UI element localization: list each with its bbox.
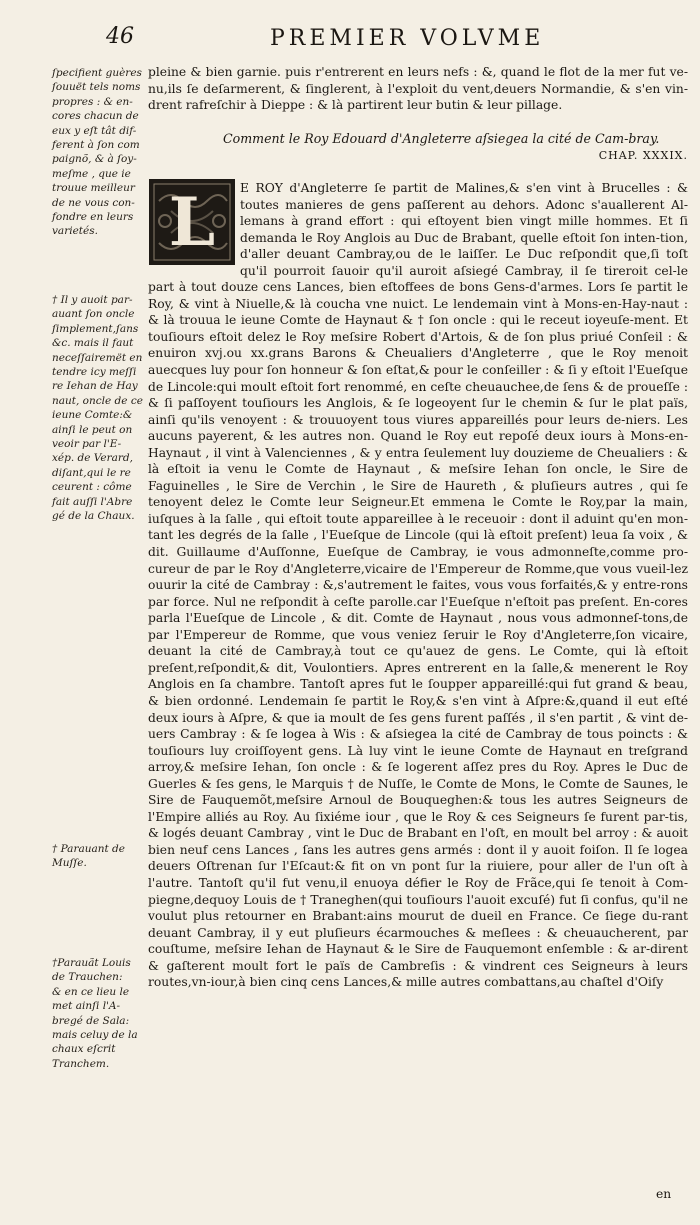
catchword: en bbox=[656, 1187, 672, 1201]
margin-note: † Parauant de Muſſe. bbox=[52, 843, 125, 870]
chapter-number: CHAP. XXXIX. bbox=[598, 149, 688, 162]
running-title: PREMIER VOLVME bbox=[270, 26, 545, 51]
chapter-heading bbox=[223, 130, 688, 162]
drop-cap-letter: L bbox=[168, 183, 216, 261]
margin-note: †Parauãt Louis de Trauchen: & en ce lieu le met ainſi l'A- bregé de Sala: mais celuy de la chaux eſcrit Tranchem. bbox=[52, 957, 138, 1070]
opening-paragraph: pleine & bien garnie. puis r'entrerent en leurs nefs : &, quand le flot de la mer fut ve-nu,ils ſe deſarmerent, & ſinglerent, à l'exploit du vent,deuers Normandie, & s'en vin-drent rafreſchir à Dieppe : & là partirent leur butin & leur pillage. bbox=[148, 65, 688, 112]
body-text: E ROY d'Angleterre ſe partit de Malines,& s'en vint à Brucelles : & toutes manieres de gens paſſerent au dehors. Adonc s'auallerent Al-lemans à grand effort : qui eſtoyent bien vingt mille hommes. Et ſi demanda le Roy Anglois au Duc de Brabant, quelle eſtoit ſon inten-tion, d'aller deuant Cambray,ou de le laiſſer. Le Duc reſpondit que,ſi toſt qu'il pourroit ſauoir qu'il auroit aſsiegé Cambray, il ſe tireroit cel-le part à tout douze cens Lances, bien eſtoffees de bons Gens-d'armes. Lors ſe partit le Roy, & vint à Niuelle,& là coucha vne nuict. Le lendemain vint à Mons-en-Hay-naut : & là trouua le ieune Comte de Haynaut & † ſon oncle : qui le receut ioyeuſe-ment. Et touſiours eſtoit delez le Roy meſsire Robert d'Artois, & de ſon plus priué Conſeil : & enuiron xvj.ou xx.grans Barons & Cheualiers d'Angleterre , que le Roy menoit auecques luy pour ſon honneur & ſon eſtat,& pour le conſeiller : & ſi y eſtoit l'Eueſque de Lincole:qui moult eſtoit fort renommé, en ceſte cheuauchee,de ſens & de proueſſe : & ſi paſſoyent touſiours les Anglois, & ſe logeoyent ſur le chemin & ſur le plat païs, ainſi qu'ils venoyent : & trouuoyent tous viures appareillés pour leurs de-niers. Les aucuns payerent, & les autres non. Quand le Roy eut repoſé deux iours à Mons-en-Haynaut , il vint à Valenciennes , & y entra ſeulement luy douzieme de Cheualiers : & là eſtoit ia venu le Comte de Haynaut , & meſsire Iehan ſon oncle, le Sire de Faguinelles , le Sire de Verchin , le Sire de Haureth , & pluſieurs autres , qui ſe tenoyent delez le Comte leur Seigneur.Et emmena le Comte le Roy,par la main, iuſques à la ſalle , qui eſtoit toute appareillee à le receuoir : dont il aduint qu'en mon-tant les degrés de la ſalle , l'Eueſque de Lincole (qui là eſtoit preſent) leua ſa voix , & dit. Guillaume d'Auſſonne, Eueſque de Cambray, ie vous admonneſte,comme pro-cureur de par le Roy d'Angleterre,vicaire de l'Empereur de Romme,que vous vueil-lez ouurir la cité de Cambray : &,s'autrement le faites, vous vous forfaités,& y entre-rons par force. Nul ne reſpondit à ceſte parolle.car l'Eueſque n'eſtoit pas preſent. En-cores parla l'Eueſque de Lincole , & dit. Comte de Haynaut , nous vous admonneſ-tons,de par l'Empereur de Romme, que vous veniez ſeruir le Roy d'Angleterre,ſon vicaire, deuant la cité de Cambray,à tout ce qu'auez de gens. Le Comte, qui là eſtoit preſent,reſpondit,& dit, Voulontiers. Apres entrerent en la ſalle,& menerent le Roy Anglois en ſa chambre. Tantoſt apres fut le ſoupper appareillé:qui fut grand & beau, & bien ordonné. Lendemain ſe partit le Roy,& s'en vint à Aſpre:&,quand il eut eſté deux iours à Aſpre, & que ia moult de ſes gens furent paſſés , il s'en partit , & vint de-uers Cambray : & ſe logea à Wis : & aſsiegea la cité de Cambray de tous poincts : & touſiours luy croiſſoyent gens. Là luy vint le ieune Comte de Haynaut en treſgrand arroy,& meſsire Iehan, ſon oncle : & ſe logerent aſſez pres du Roy. Apres le Duc de Guerles & ſes gens, le Marquis † de Nuſſe, le Comte de Mons, le Comte de Saunes, le Sire de Fauquemõt,meſsire Arnoul de Bouqueghen:& tous les autres Seigneurs de l'Empire alliés au Roy. Au ſixiéme iour , que le Roy & ces Seigneurs ſe furent par-tis, & logés deuant Cambray , vint le Duc de Brabant en l'oſt, en moult bel arroy : & auoit bien neuf cens Lances , ſans les autres gens armés : dont il y auoit foiſon. Il ſe logea deuers Oſtrenan ſur l'Eſcaut:& fit on vn pont ſur la riuiere, pour aller de l'un oſt à l'autre. Tantoſt qu'il fut venu,il enuoya défier le Roy de Frãce,qui ſe tenoit à Com-piegne,dequoy Louis de † Traneghen(qui touſiours l'auoit excuſé) fut ſi confus, qu'il ne voulut plus retourner en Brabant:ains mourut de dueil en France. Ce ſiege du-rant deuant Cambray, il y eut pluſieurs écarmouches & meſlees : & cheuaucherent, par couſtume, meſsire Iehan de Haynaut & le Sire de Fauquemont enſemble : & ar-dirent & gaſterent moult fort le païs de Cambreſis : & vindrent ces Seigneurs à leurs routes,vn-iour,à bien cinq cens Lances,& mille autres combattans,au chaſtel d'Oiſy bbox=[148, 181, 688, 990]
chapter-title: Comment le Roy Edouard d'Angleterre aſsiegea la cité de Cam-bray. bbox=[223, 131, 660, 146]
chapter-body bbox=[148, 180, 688, 991]
margin-note: ſpecifient guères ſouuët tels noms propres : & en- cores chacun de eux y eſt tât dif- ferent à ſon com paignõ, & à ſoy- meſme , que ie trouue meilleur de ne vous con- fondre en leurs varietés. bbox=[52, 67, 142, 238]
page-number: 46 bbox=[106, 24, 134, 49]
drop-cap-ornament bbox=[149, 179, 235, 265]
margin-note: † Il y auoit par- auant ſon oncle ſimplement,ſans &c. mais il faut neceſſairemët en tendre icy meſſi re Iehan de Hay naut, oncle de ce ieune Comte:& ainſi le peut on veoir par l'E- xép. de Verard, diſant,qui le re ceurent : côme fait auſſi l'Abre gé de la Chaux. bbox=[52, 294, 143, 523]
